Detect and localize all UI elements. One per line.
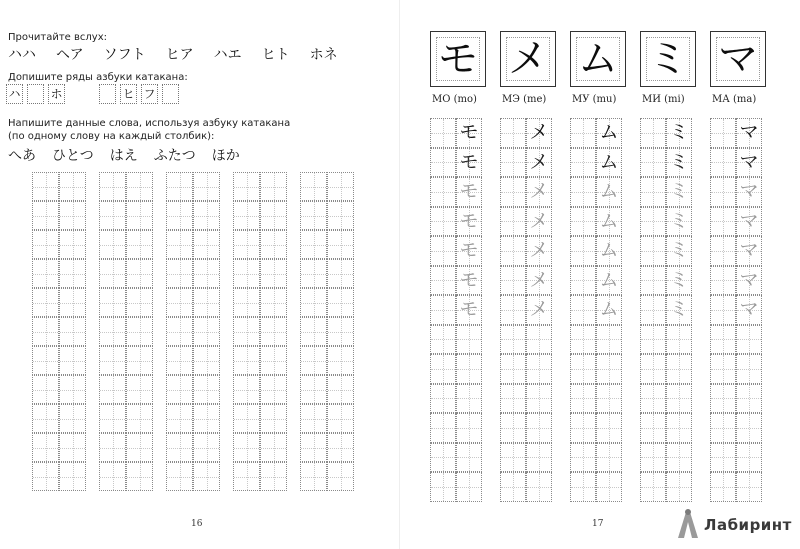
grid-cell xyxy=(59,317,86,346)
katakana-reading-label: МО (mo) xyxy=(432,94,477,105)
practice-cell xyxy=(500,472,526,502)
grid-cell xyxy=(166,259,193,288)
grid-cell xyxy=(99,346,126,375)
practice-cell xyxy=(500,148,526,178)
katakana-trace-glyph: モ xyxy=(459,180,479,202)
grid-cell xyxy=(260,230,287,259)
practice-cell xyxy=(430,472,456,502)
katakana-trace-glyph: モ xyxy=(459,150,479,173)
katakana-trace-glyph: ム xyxy=(599,150,619,173)
grid-cell xyxy=(300,462,327,491)
read-word: ハハ xyxy=(8,47,36,63)
practice-cell xyxy=(640,118,666,148)
katakana-trace-glyph: メ xyxy=(529,180,549,202)
grid-cell xyxy=(233,259,260,288)
katakana-trace-glyph: マ xyxy=(739,150,759,173)
practice-cell xyxy=(710,325,736,355)
practice-cell xyxy=(570,266,596,296)
practice-cell xyxy=(570,472,596,502)
katakana-trace-glyph: マ xyxy=(739,268,759,291)
katakana-trace-glyph: ミ xyxy=(669,121,689,143)
grid-cell xyxy=(166,404,193,433)
practice-cell xyxy=(596,413,622,443)
grid-cell xyxy=(32,462,59,491)
practice-cell xyxy=(640,384,666,414)
katakana-trace-glyph: マ xyxy=(739,209,759,232)
grid-cell xyxy=(59,346,86,375)
grid-cell xyxy=(193,201,220,230)
practice-cell xyxy=(500,354,526,384)
grid-cell xyxy=(99,404,126,433)
fill-cell xyxy=(162,84,179,104)
grid-cell xyxy=(99,201,126,230)
grid-cell xyxy=(260,433,287,462)
grid-cell xyxy=(99,172,126,201)
grid-cell xyxy=(300,288,327,317)
practice-cell xyxy=(640,325,666,355)
grid-cell xyxy=(126,288,153,317)
practice-cell xyxy=(570,443,596,473)
read-word: ヒト xyxy=(261,47,290,63)
practice-cell xyxy=(570,118,596,148)
write-word: ほか xyxy=(211,148,240,164)
grid-cell xyxy=(193,404,220,433)
practice-cell xyxy=(640,236,666,266)
fill-cell: ホ xyxy=(48,84,65,104)
grid-cell xyxy=(166,317,193,346)
katakana-model-glyph: ミ xyxy=(648,36,688,82)
fill-cell: ハ xyxy=(6,84,23,104)
practice-cell xyxy=(640,177,666,207)
katakana-trace-glyph: ミ xyxy=(669,298,689,320)
read-word: ホネ xyxy=(309,47,338,63)
practice-cell xyxy=(500,413,526,443)
practice-cell xyxy=(736,443,762,473)
grid-cell xyxy=(59,259,86,288)
grid-cell xyxy=(59,375,86,404)
grid-cell xyxy=(59,230,86,259)
practice-cell xyxy=(640,207,666,237)
grid-cell xyxy=(99,259,126,288)
practice-cell xyxy=(456,413,482,443)
grid-cell xyxy=(327,201,354,230)
practice-cell xyxy=(640,266,666,296)
practice-cell xyxy=(666,443,692,473)
grid-cell xyxy=(166,288,193,317)
practice-cell xyxy=(736,384,762,414)
practice-cell xyxy=(430,177,456,207)
practice-cell xyxy=(640,148,666,178)
read-words-row xyxy=(8,44,358,64)
katakana-trace-glyph: マ xyxy=(739,180,759,202)
grid-cell xyxy=(59,288,86,317)
grid-cell xyxy=(260,346,287,375)
grid-cell xyxy=(32,259,59,288)
katakana-trace-glyph: メ xyxy=(529,150,549,173)
katakana-trace-glyph: モ xyxy=(459,121,479,143)
practice-cell xyxy=(526,354,552,384)
katakana-model-box xyxy=(570,31,626,87)
grid-cell xyxy=(193,433,220,462)
read-word: ヘア xyxy=(56,47,84,63)
practice-cell xyxy=(666,354,692,384)
fill-cell: ヒ xyxy=(120,84,137,104)
page-number-left: 16 xyxy=(191,519,203,529)
labirint-emblem-icon xyxy=(674,508,704,540)
grid-cell xyxy=(300,201,327,230)
katakana-trace-glyph: ミ xyxy=(669,150,689,173)
grid-cell xyxy=(99,288,126,317)
practice-cell xyxy=(596,354,622,384)
right-page xyxy=(400,0,800,549)
grid-cell xyxy=(260,317,287,346)
practice-cell xyxy=(430,266,456,296)
grid-cell xyxy=(327,317,354,346)
practice-cell xyxy=(500,295,526,325)
grid-cell xyxy=(166,201,193,230)
practice-cell xyxy=(456,472,482,502)
katakana-trace-glyph: ム xyxy=(599,239,619,261)
practice-cell xyxy=(710,472,736,502)
instruction-read: Прочитайте вслух: xyxy=(8,32,107,43)
practice-cell xyxy=(710,384,736,414)
write-word: ひとつ xyxy=(52,148,94,164)
grid-cell xyxy=(32,288,59,317)
page-number-right: 17 xyxy=(592,519,604,529)
katakana-trace-glyph: ミ xyxy=(669,239,689,261)
practice-cell xyxy=(500,118,526,148)
grid-cell xyxy=(260,404,287,433)
practice-cell xyxy=(710,295,736,325)
practice-cell xyxy=(526,384,552,414)
practice-cell xyxy=(430,207,456,237)
katakana-reading-label: МИ (mi) xyxy=(642,94,685,105)
katakana-trace-glyph: モ xyxy=(459,239,479,261)
practice-cell xyxy=(596,325,622,355)
practice-cell xyxy=(640,295,666,325)
katakana-trace-glyph: ム xyxy=(599,180,619,202)
practice-cell xyxy=(736,325,762,355)
grid-cell xyxy=(233,433,260,462)
read-word: ハエ xyxy=(213,47,242,63)
practice-cell xyxy=(596,384,622,414)
grid-cell xyxy=(166,230,193,259)
grid-cell xyxy=(126,230,153,259)
grid-cell xyxy=(260,375,287,404)
grid-cell xyxy=(193,346,220,375)
grid-cell xyxy=(327,288,354,317)
katakana-reading-label: МА (ma) xyxy=(712,94,757,105)
grid-cell xyxy=(32,375,59,404)
logo-text: Лабиринт xyxy=(704,516,792,534)
practice-cell xyxy=(596,443,622,473)
instruction-fill: Допишите ряды азбуки катакана: xyxy=(8,72,188,83)
katakana-reading-label: МУ (mu) xyxy=(572,94,617,105)
grid-cell xyxy=(300,346,327,375)
grid-cell xyxy=(300,433,327,462)
practice-cell xyxy=(500,325,526,355)
grid-cell xyxy=(193,375,220,404)
read-word: ソフト xyxy=(103,47,146,63)
practice-cell xyxy=(736,413,762,443)
practice-cell xyxy=(710,236,736,266)
grid-cell xyxy=(193,230,220,259)
grid-cell xyxy=(300,317,327,346)
grid-cell xyxy=(166,172,193,201)
grid-cell xyxy=(233,288,260,317)
grid-cell xyxy=(32,404,59,433)
practice-cell xyxy=(570,207,596,237)
grid-cell xyxy=(59,462,86,491)
practice-cell xyxy=(430,443,456,473)
grid-cell xyxy=(233,375,260,404)
katakana-trace-glyph: ム xyxy=(599,268,619,291)
practice-cell xyxy=(710,118,736,148)
practice-cell xyxy=(710,148,736,178)
grid-cell xyxy=(300,259,327,288)
grid-cell xyxy=(233,462,260,491)
practice-cell xyxy=(710,177,736,207)
practice-cell xyxy=(666,413,692,443)
grid-cell xyxy=(193,462,220,491)
grid-cell xyxy=(126,317,153,346)
practice-cell xyxy=(710,413,736,443)
grid-cell xyxy=(166,375,193,404)
practice-cell xyxy=(640,472,666,502)
katakana-reading-label: МЭ (me) xyxy=(502,94,547,105)
katakana-model-box xyxy=(710,31,766,87)
grid-cell xyxy=(233,201,260,230)
practice-cell xyxy=(526,325,552,355)
katakana-trace-glyph: ミ xyxy=(669,209,689,232)
katakana-model-glyph: ム xyxy=(578,36,618,82)
practice-cell xyxy=(526,443,552,473)
grid-cell xyxy=(99,317,126,346)
grid-cell xyxy=(327,259,354,288)
practice-cell xyxy=(456,443,482,473)
practice-cell xyxy=(666,472,692,502)
practice-cell xyxy=(570,177,596,207)
grid-cell xyxy=(32,172,59,201)
grid-cell xyxy=(99,230,126,259)
practice-cell xyxy=(570,413,596,443)
practice-cell xyxy=(570,295,596,325)
write-words-row xyxy=(8,145,256,165)
grid-cell xyxy=(59,433,86,462)
grid-cell xyxy=(126,201,153,230)
grid-cell xyxy=(327,404,354,433)
katakana-trace-glyph: メ xyxy=(529,121,549,143)
practice-cell xyxy=(596,472,622,502)
practice-cell xyxy=(736,354,762,384)
grid-cell xyxy=(99,462,126,491)
katakana-model-box xyxy=(640,31,696,87)
practice-cell xyxy=(570,148,596,178)
practice-cell xyxy=(710,266,736,296)
practice-cell xyxy=(500,177,526,207)
grid-cell xyxy=(260,201,287,230)
katakana-trace-glyph: ム xyxy=(599,209,619,232)
grid-cell xyxy=(300,230,327,259)
grid-cell xyxy=(99,433,126,462)
practice-cell xyxy=(526,472,552,502)
practice-cell xyxy=(710,443,736,473)
practice-cell xyxy=(430,295,456,325)
grid-cell xyxy=(260,462,287,491)
grid-cell xyxy=(32,201,59,230)
grid-cell xyxy=(260,259,287,288)
practice-cell xyxy=(640,413,666,443)
practice-cell xyxy=(570,325,596,355)
practice-cell xyxy=(500,266,526,296)
grid-cell xyxy=(233,317,260,346)
grid-cell xyxy=(327,433,354,462)
grid-cell xyxy=(126,462,153,491)
grid-cell xyxy=(166,346,193,375)
grid-cell xyxy=(300,172,327,201)
grid-cell xyxy=(126,404,153,433)
grid-cell xyxy=(59,404,86,433)
grid-cell xyxy=(233,404,260,433)
katakana-trace-glyph: メ xyxy=(529,239,549,261)
fill-katakana-row xyxy=(6,84,261,104)
katakana-model-glyph: モ xyxy=(438,36,478,82)
practice-cell xyxy=(736,472,762,502)
practice-cell xyxy=(526,413,552,443)
katakana-trace-glyph: メ xyxy=(529,209,549,232)
grid-cell xyxy=(327,375,354,404)
grid-cell xyxy=(126,375,153,404)
practice-cell xyxy=(500,236,526,266)
grid-cell xyxy=(32,346,59,375)
fill-cell xyxy=(27,84,44,104)
grid-cell xyxy=(327,462,354,491)
practice-cell xyxy=(456,384,482,414)
katakana-model-glyph: マ xyxy=(718,36,758,82)
practice-cell xyxy=(640,443,666,473)
katakana-trace-glyph: モ xyxy=(459,268,479,291)
katakana-trace-glyph: マ xyxy=(739,121,759,143)
katakana-trace-glyph: メ xyxy=(529,268,549,291)
grid-cell xyxy=(59,201,86,230)
practice-cell xyxy=(570,384,596,414)
grid-cell xyxy=(126,172,153,201)
grid-cell xyxy=(233,172,260,201)
practice-cell xyxy=(666,325,692,355)
practice-cell xyxy=(666,384,692,414)
grid-cell xyxy=(193,317,220,346)
grid-cell xyxy=(193,172,220,201)
grid-cell xyxy=(126,259,153,288)
grid-cell xyxy=(300,375,327,404)
katakana-model-glyph: メ xyxy=(508,36,548,82)
practice-cell xyxy=(430,354,456,384)
grid-cell xyxy=(126,346,153,375)
grid-cell xyxy=(327,230,354,259)
practice-cell xyxy=(456,325,482,355)
grid-cell xyxy=(166,462,193,491)
katakana-trace-glyph: メ xyxy=(529,298,549,320)
grid-cell xyxy=(99,375,126,404)
practice-cell xyxy=(500,207,526,237)
katakana-trace-glyph: ミ xyxy=(669,268,689,291)
grid-cell xyxy=(327,346,354,375)
practice-cell xyxy=(430,148,456,178)
katakana-trace-glyph: ム xyxy=(599,298,619,320)
practice-cell xyxy=(456,354,482,384)
grid-cell xyxy=(32,433,59,462)
practice-cell xyxy=(640,354,666,384)
grid-cell xyxy=(166,433,193,462)
fill-cell: フ xyxy=(141,84,158,104)
katakana-trace-glyph: モ xyxy=(459,209,479,232)
katakana-trace-glyph: モ xyxy=(459,298,479,320)
practice-cell xyxy=(710,354,736,384)
grid-cell xyxy=(126,433,153,462)
grid-cell xyxy=(300,404,327,433)
practice-cell xyxy=(710,207,736,237)
practice-cell xyxy=(500,384,526,414)
grid-cell xyxy=(260,172,287,201)
katakana-model-box xyxy=(500,31,556,87)
katakana-trace-glyph: ム xyxy=(599,121,619,143)
instruction-write: Напишите данные слова, используя азбуку катакана (по одному слову на каждый столбик): xyxy=(8,118,291,142)
katakana-trace-glyph: マ xyxy=(739,239,759,261)
practice-cell xyxy=(430,118,456,148)
grid-cell xyxy=(260,288,287,317)
read-word: ヒア xyxy=(165,47,194,63)
labirint-logo xyxy=(674,508,792,540)
grid-cell xyxy=(233,346,260,375)
grid-cell xyxy=(193,288,220,317)
katakana-model-box xyxy=(430,31,486,87)
grid-cell xyxy=(233,230,260,259)
practice-cell xyxy=(570,354,596,384)
practice-cell xyxy=(430,413,456,443)
katakana-trace-glyph: マ xyxy=(739,298,759,320)
practice-cell xyxy=(430,384,456,414)
write-word: ふたつ xyxy=(153,148,196,164)
grid-cell xyxy=(32,317,59,346)
write-word: はえ xyxy=(109,148,138,164)
grid-cell xyxy=(193,259,220,288)
practice-cell xyxy=(430,236,456,266)
katakana-trace-glyph: ミ xyxy=(669,180,689,202)
grid-cell xyxy=(59,172,86,201)
practice-cell xyxy=(430,325,456,355)
grid-cell xyxy=(327,172,354,201)
write-word: へあ xyxy=(8,148,36,164)
practice-cell xyxy=(570,236,596,266)
fill-cell xyxy=(99,84,116,104)
grid-cell xyxy=(32,230,59,259)
practice-cell xyxy=(500,443,526,473)
